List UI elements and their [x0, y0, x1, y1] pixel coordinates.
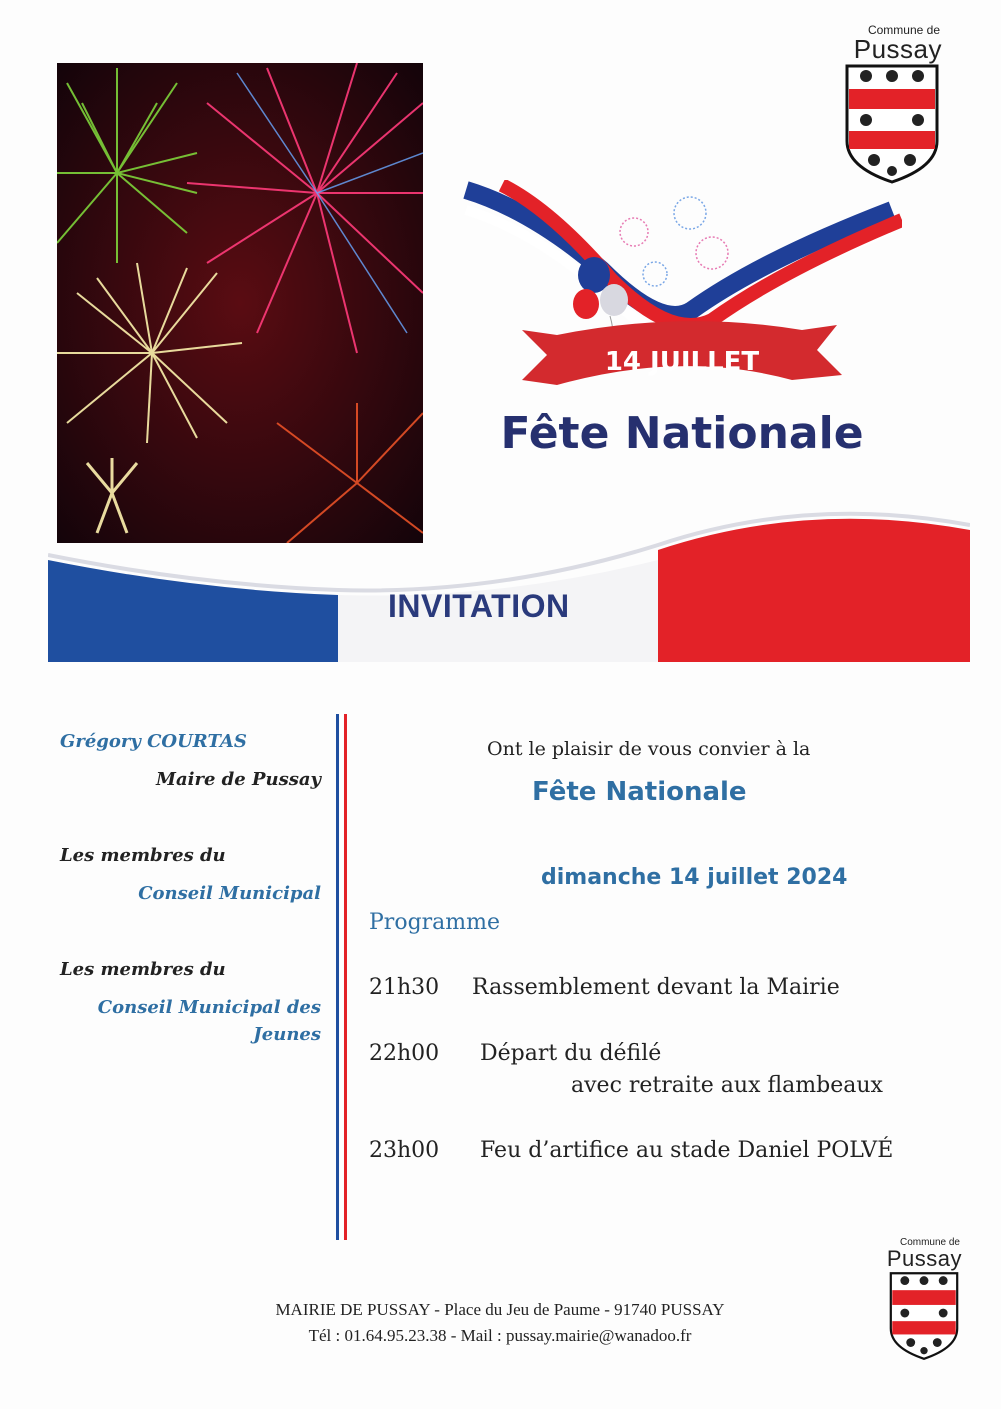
- host-youth-council-name-2: Jeunes: [253, 1024, 321, 1045]
- commune-logo-bottom: [870, 1236, 962, 1361]
- programme-heading: Programme: [369, 910, 501, 935]
- host-mayor-title: Maire de Pussay: [156, 769, 321, 790]
- invite-intro: Ont le plaisir de vous convier à la: [487, 738, 811, 760]
- invitation-heading: INVITATION: [388, 588, 570, 624]
- host-council-name: Conseil Municipal: [138, 883, 321, 904]
- logo-town-text: Pussay: [853, 34, 942, 64]
- footer-address: MAIRIE DE PUSSAY - Place du Jeu de Paume - 91740 PUSSAY: [275, 1300, 725, 1319]
- programme-label: Rassemblement devant la Mairie: [472, 975, 840, 1000]
- footer-contact: Tél : 01.64.95.23.38 - Mail : pussay.mairie@wanadoo.fr: [308, 1326, 692, 1345]
- coat-of-arms-icon: [884, 1271, 964, 1361]
- invite-event-name: Fête Nationale: [532, 777, 747, 807]
- logo-town-text: Pussay: [886, 1246, 962, 1271]
- fireworks-photo: [57, 63, 423, 543]
- firework-burst-icon: [620, 197, 728, 286]
- host-council-intro: Les membres du: [60, 845, 226, 866]
- flag-band: [48, 500, 970, 662]
- logo-commune-text: Commune de: [867, 23, 940, 37]
- tricolour-divider: [336, 714, 348, 1240]
- host-youth-council-intro: Les membres du: [60, 959, 226, 980]
- programme-time: 23h00: [369, 1138, 440, 1163]
- programme-label: Départ du défilé: [480, 1041, 662, 1066]
- programme-label: Feu d’artifice au stade Daniel POLVÉ: [480, 1138, 894, 1163]
- invite-date: dimanche 14 juillet 2024: [541, 865, 848, 890]
- coat-of-arms-icon: [844, 63, 940, 185]
- programme-time: 21h30: [369, 975, 440, 1000]
- date-ribbon-text: 14 JUILLET: [604, 347, 760, 377]
- host-mayor-name: Grégory COURTAS: [60, 731, 247, 752]
- fete-nationale-title: Fête Nationale: [500, 408, 864, 459]
- host-youth-council-name: Conseil Municipal des: [97, 997, 321, 1018]
- programme-time: 22h00: [369, 1041, 440, 1066]
- logo-commune-text: Commune de: [899, 1237, 960, 1248]
- programme-label-continued: avec retraite aux flambeaux: [571, 1073, 883, 1098]
- fete-nationale-graphic: [462, 180, 902, 470]
- commune-logo-top: [842, 24, 942, 185]
